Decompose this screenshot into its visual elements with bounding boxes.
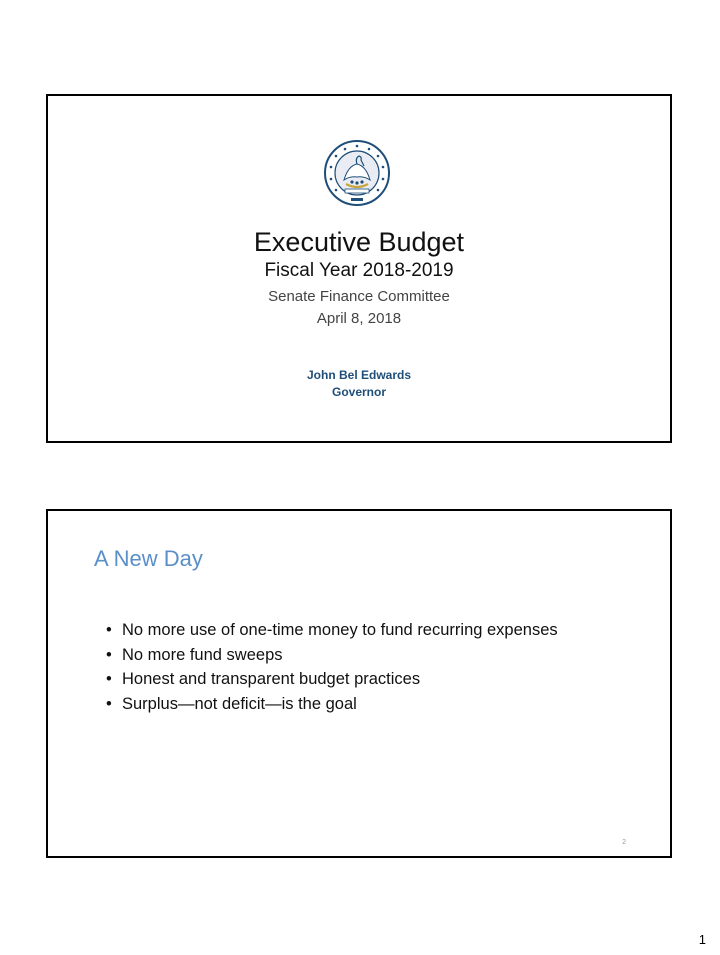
- presentation-date: April 8, 2018: [316, 310, 402, 327]
- presentation-title: Executive Budget: [253, 227, 465, 257]
- slide-number: 2: [622, 839, 626, 846]
- presenter-name: John Bel Edwards: [306, 368, 412, 382]
- presenter-role: Governor: [331, 385, 386, 399]
- committee-name: Senate Finance Committee: [268, 288, 450, 305]
- louisiana-seal-icon: [324, 140, 390, 206]
- bullet-list: [106, 618, 576, 716]
- bullet-item: • Honest and transparent budget practices: [106, 667, 576, 692]
- bullet-item: • No more fund sweeps: [106, 643, 576, 668]
- slide-title: A New Day: [94, 546, 203, 571]
- slide-1: [46, 94, 672, 443]
- fiscal-year-subtitle: Fiscal Year 2018-2019: [264, 260, 454, 281]
- slide-2: [46, 509, 672, 858]
- bullet-item: • No more use of one-time money to fund recurring expenses: [106, 618, 576, 643]
- bullet-item: • Surplus—not deficit—is the goal: [106, 692, 576, 717]
- page-number: 1: [698, 932, 706, 947]
